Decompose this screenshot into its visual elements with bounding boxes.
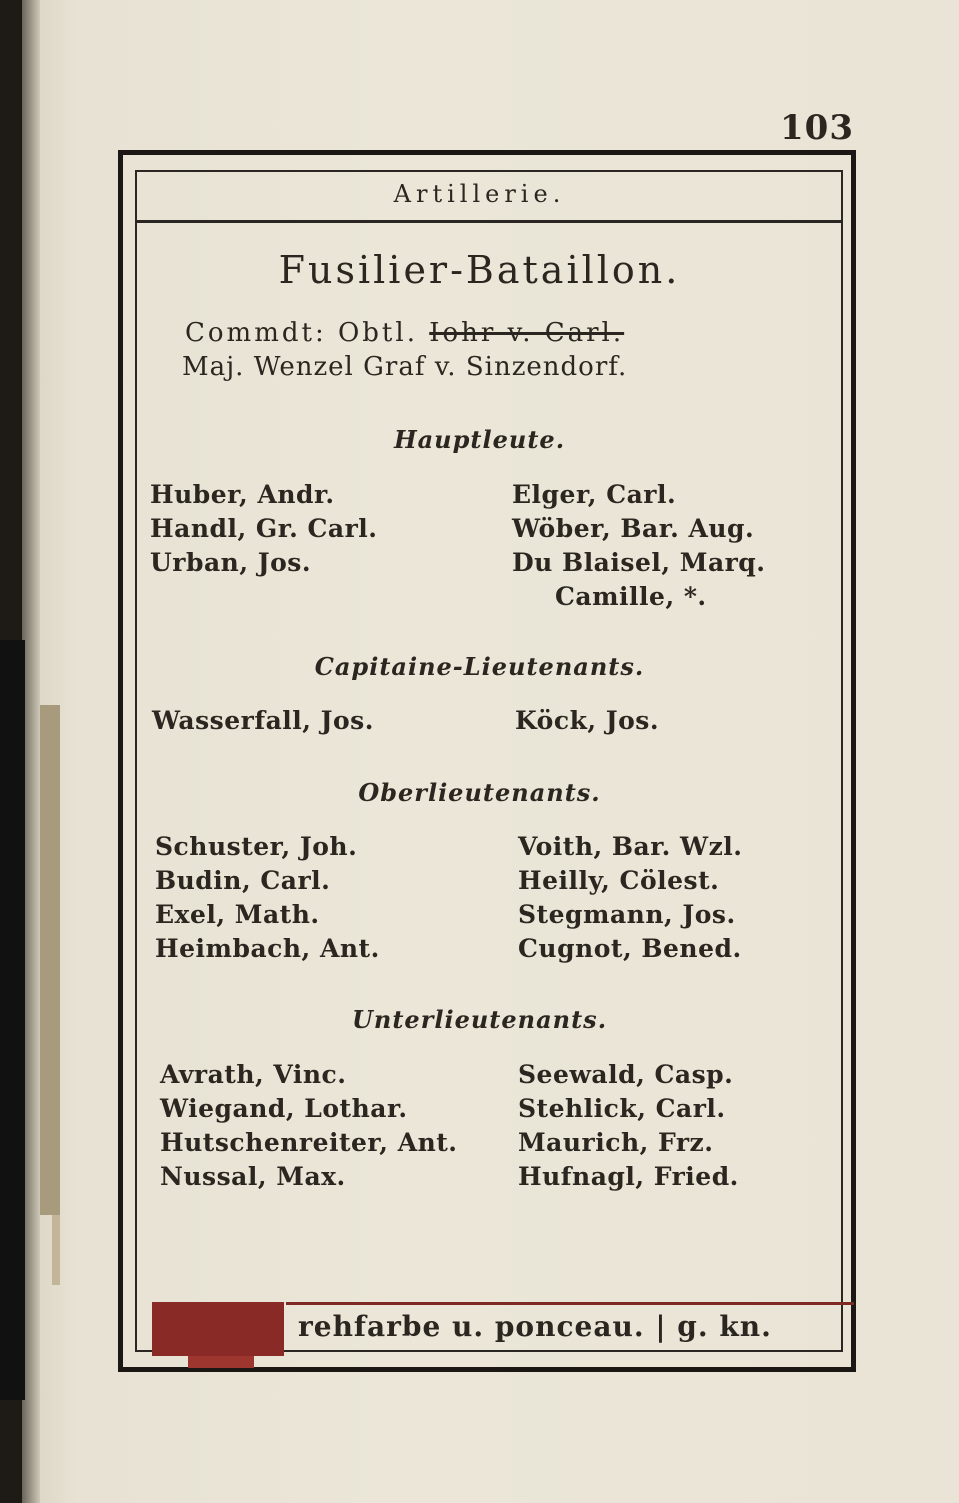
officer-name: Wasserfall, Jos. <box>152 706 374 735</box>
uniform-footer: rehfarbe u. ponceau. | g. kn. <box>298 1310 772 1343</box>
unit-title: Fusilier-Bataillon. <box>278 248 681 292</box>
officer-name: Urban, Jos. <box>150 548 312 577</box>
page-edge-stain-lower <box>52 1215 60 1285</box>
officer-name: Exel, Math. <box>155 900 320 929</box>
officer-name: Köck, Jos. <box>515 706 660 735</box>
officer-name: Wiegand, Lothar. <box>160 1094 408 1123</box>
officer-name: Camille, *. <box>555 582 707 611</box>
officer-name: Stehlick, Carl. <box>518 1094 726 1123</box>
footer-rule <box>286 1302 854 1305</box>
heading-hauptleute: Hauptleute. <box>393 425 566 454</box>
officer-name: Voith, Bar. Wzl. <box>518 832 743 861</box>
commandant-prefix: Commdt: Obtl. <box>185 318 418 348</box>
officer-name: Maurich, Frz. <box>518 1128 714 1157</box>
officer-name: Elger, Carl. <box>512 480 677 509</box>
heading-capitaine-lieutenants: Capitaine-Lieutenants. <box>314 652 645 681</box>
officer-name: Du Blaisel, Marq. <box>512 548 766 577</box>
facing-color-swatch <box>152 1302 284 1356</box>
officer-name: Schuster, Joh. <box>155 832 358 861</box>
officer-name: Huber, Andr. <box>150 480 335 509</box>
officer-name: Budin, Carl. <box>155 866 331 895</box>
major-line: Maj. Wenzel Graf v. Sinzendorf. <box>182 352 628 382</box>
commandant-line <box>185 318 624 348</box>
facing-color-swatch-tail <box>188 1356 254 1368</box>
officer-name: Hutschenreiter, Ant. <box>160 1128 458 1157</box>
header-rule <box>137 220 841 223</box>
officer-name: Heimbach, Ant. <box>155 934 380 963</box>
running-head: Artillerie. <box>393 180 566 208</box>
officer-name: Nussal, Max. <box>160 1162 346 1191</box>
officer-name: Wöber, Bar. Aug. <box>512 514 755 543</box>
heading-oberlieutenants: Oberlieutenants. <box>358 778 601 807</box>
officer-name: Cugnot, Bened. <box>518 934 742 963</box>
officer-name: Hufnagl, Fried. <box>518 1162 739 1191</box>
heading-unterlieutenants: Unterlieutenants. <box>351 1005 608 1034</box>
officer-name: Handl, Gr. Carl. <box>150 514 378 543</box>
commandant-struck-name: Iohr v. Carl. <box>429 318 625 348</box>
officer-name: Heilly, Cölest. <box>518 866 720 895</box>
officer-name: Avrath, Vinc. <box>160 1060 347 1089</box>
officer-name: Seewald, Casp. <box>518 1060 734 1089</box>
officer-name: Stegmann, Jos. <box>518 900 736 929</box>
page-number: 103 <box>780 108 854 148</box>
